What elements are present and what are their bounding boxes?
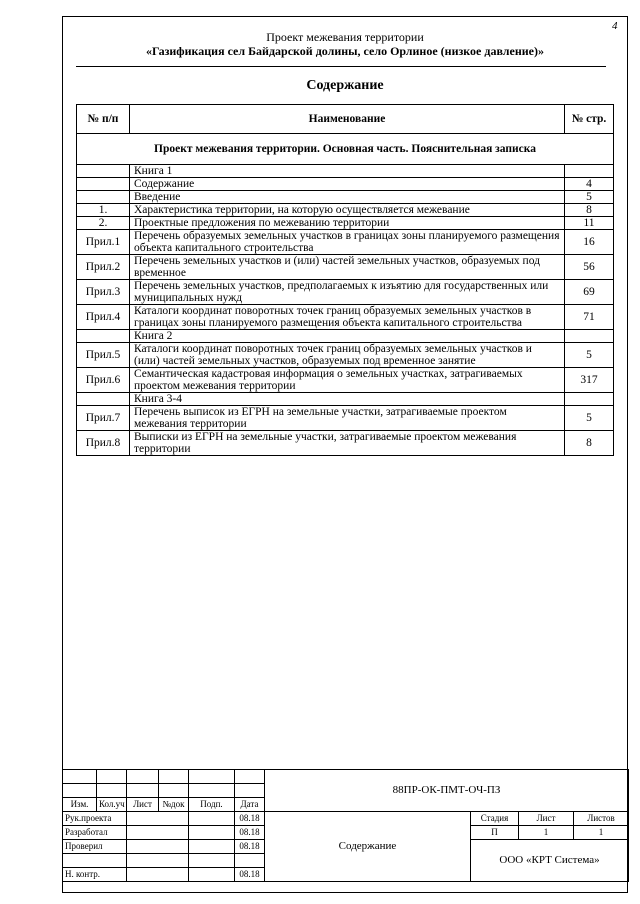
toc-row-name: Книга 2	[130, 330, 565, 343]
toc-row-name: Каталоги координат поворотных точек границ образуемых земельных участков в границах зоны планируемого размещения объекта капитального строительства	[130, 305, 565, 330]
stamp-cell	[127, 812, 189, 826]
toc-row-number: Прил.6	[77, 368, 130, 393]
stamp-cell	[127, 854, 189, 868]
header-divider	[76, 66, 606, 67]
stamp-cell	[189, 770, 235, 784]
toc-row-number	[77, 330, 130, 343]
toc-row-page: 69	[565, 280, 614, 305]
stage-value: П	[471, 826, 519, 840]
toc-row	[77, 368, 614, 393]
stamp-role-row	[63, 812, 629, 826]
toc-row-page: 4	[565, 178, 614, 191]
col-ndok: №док	[159, 798, 189, 812]
toc-row	[77, 165, 614, 178]
toc-row-page: 8	[565, 431, 614, 456]
stamp-cell	[189, 826, 235, 840]
stamp-row	[63, 770, 629, 784]
toc-row-page: 56	[565, 255, 614, 280]
toc-row-name: Перечень образуемых земельных участков в границах зоны планируемого размещения объекта капитального строительства	[130, 230, 565, 255]
doc-title: Содержание	[265, 812, 471, 882]
role-label	[63, 854, 127, 868]
toc-row	[77, 330, 614, 343]
col-podp: Подп.	[189, 798, 235, 812]
stamp-cell	[127, 784, 159, 798]
toc-title: Содержание	[306, 78, 384, 93]
role-label: Н. контр.	[63, 868, 127, 882]
page-number: 4	[612, 20, 618, 32]
toc-row	[77, 217, 614, 230]
sheets-value: 1	[574, 826, 629, 840]
col-name-header: Наименование	[130, 105, 565, 134]
stamp-cell	[127, 868, 189, 882]
role-label: Проверил	[63, 840, 127, 854]
toc-row-page	[565, 330, 614, 343]
toc-row-name: Перечень земельных участков, предполагаемых к изъятию для государственных или муниципальных нужд	[130, 280, 565, 305]
stamp-cell	[189, 868, 235, 882]
toc-row-name: Содержание	[130, 178, 565, 191]
stamp-cell	[189, 854, 235, 868]
toc-row	[77, 406, 614, 431]
sheet-value: 1	[519, 826, 574, 840]
toc-row-name: Семантическая кадастровая информация о земельных участках, затрагиваемых проектом межевания территории	[130, 368, 565, 393]
section-row	[77, 134, 614, 165]
toc-row-page	[565, 393, 614, 406]
toc-row-number: Прил.5	[77, 343, 130, 368]
toc-row-page: 5	[565, 406, 614, 431]
toc-row-page: 16	[565, 230, 614, 255]
toc-row-name: Перечень земельных участков и (или) частей земельных участков, образуемых под временное	[130, 255, 565, 280]
toc-row	[77, 204, 614, 217]
header-line-1: Проект межевания территории	[266, 30, 424, 44]
stamp-cell	[97, 784, 127, 798]
stamp-cell	[235, 770, 265, 784]
stamp-cell	[63, 770, 97, 784]
toc-row-number: Прил.3	[77, 280, 130, 305]
stamp-cell	[159, 770, 189, 784]
col-izm: Изм.	[63, 798, 97, 812]
toc-row-name: Выписки из ЕГРН на земельные участки, затрагиваемые проектом межевания территории	[130, 431, 565, 456]
toc-row-number	[77, 165, 130, 178]
org-name: ООО «КРТ Система»	[471, 840, 629, 882]
title-block	[62, 769, 629, 882]
toc-row-name: Каталоги координат поворотных точек границ образуемых земельных участков и (или) частей земельных участков, образуемых под временное занятие	[130, 343, 565, 368]
role-label: Рук.проекта	[63, 812, 127, 826]
toc-row-name: Введение	[130, 191, 565, 204]
col-page-header: № стр.	[565, 105, 614, 134]
role-date	[235, 854, 265, 868]
stamp-cell	[189, 812, 235, 826]
doc-code: 88ПР-ОК-ПМТ-ОЧ-ПЗ	[265, 770, 629, 812]
stage-label: Стадия	[471, 812, 519, 826]
toc-row-page: 317	[565, 368, 614, 393]
role-date: 08.18	[235, 812, 265, 826]
stamp-cell	[189, 784, 235, 798]
toc-row-number	[77, 393, 130, 406]
sheet-label: Лист	[519, 812, 574, 826]
toc-row-name: Перечень выписок из ЕГРН на земельные участки, затрагиваемые проектом межевания территории	[130, 406, 565, 431]
toc-row-name: Характеристика территории, на которую осуществляется межевание	[130, 204, 565, 217]
role-date: 08.18	[235, 868, 265, 882]
stamp-cell	[127, 826, 189, 840]
stamp-cell	[127, 770, 159, 784]
stamp-cell	[127, 840, 189, 854]
toc-row-name: Книга 1	[130, 165, 565, 178]
section-title: Проект межевания территории. Основная часть. Пояснительная записка	[77, 134, 614, 165]
role-date: 08.18	[235, 840, 265, 854]
col-list: Лист	[127, 798, 159, 812]
toc-row	[77, 305, 614, 330]
role-label: Разработал	[63, 826, 127, 840]
col-num-header: № п/п	[77, 105, 130, 134]
stamp-cell	[235, 784, 265, 798]
sheets-label: Листов	[574, 812, 629, 826]
toc-row-number: Прил.8	[77, 431, 130, 456]
toc-header-row	[77, 105, 614, 134]
toc-row-number: Прил.2	[77, 255, 130, 280]
stamp-cell	[189, 840, 235, 854]
toc-row	[77, 393, 614, 406]
col-data: Дата	[235, 798, 265, 812]
stamp-cell	[159, 784, 189, 798]
toc-row	[77, 230, 614, 255]
toc-row-name: Проектные предложения по межеванию территории	[130, 217, 565, 230]
toc-row-name: Книга 3-4	[130, 393, 565, 406]
toc-row	[77, 280, 614, 305]
toc-row	[77, 191, 614, 204]
toc-row-number: Прил.7	[77, 406, 130, 431]
toc-row-page: 71	[565, 305, 614, 330]
toc-row-page: 5	[565, 343, 614, 368]
toc-row	[77, 343, 614, 368]
toc-row-page	[565, 165, 614, 178]
role-date: 08.18	[235, 826, 265, 840]
toc-row-number	[77, 178, 130, 191]
toc-row-number: Прил.4	[77, 305, 130, 330]
toc-row-number	[77, 191, 130, 204]
toc-row-page: 5	[565, 191, 614, 204]
stamp-cell	[63, 784, 97, 798]
toc-row-page: 11	[565, 217, 614, 230]
stamp-cell	[97, 770, 127, 784]
toc-row	[77, 431, 614, 456]
header-line-2: «Газификация сел Байдарской долины, село Орлиное (низкое давление)»	[145, 44, 544, 58]
toc-row-number: 2.	[77, 217, 130, 230]
toc-row-number: Прил.1	[77, 230, 130, 255]
toc-row-page: 8	[565, 204, 614, 217]
toc-row	[77, 255, 614, 280]
toc-row	[77, 178, 614, 191]
toc-table	[76, 104, 614, 456]
col-kol: Кол.уч	[97, 798, 127, 812]
toc-row-number: 1.	[77, 204, 130, 217]
